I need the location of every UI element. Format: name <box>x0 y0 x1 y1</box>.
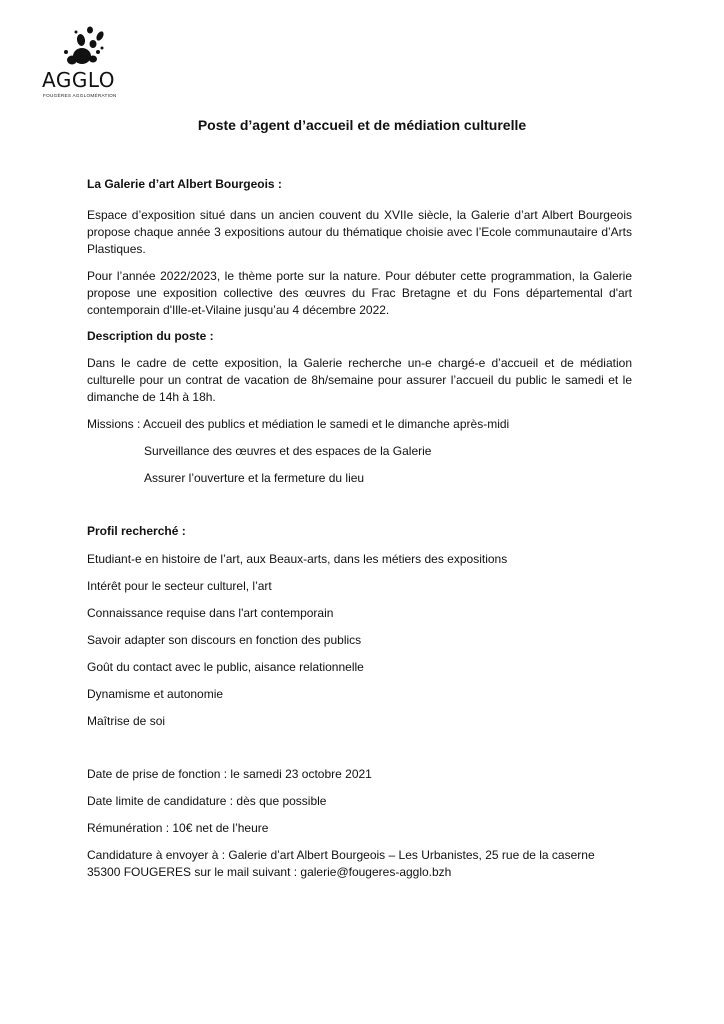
start-date: Date de prise de fonction : le samedi 23 octobre 2021 <box>87 767 372 781</box>
application-email: 35300 FOUGERES sur le mail suivant : galerie@fougeres-agglo.bzh <box>87 865 452 879</box>
profile-item: Intérêt pour le secteur culturel, l’art <box>87 579 272 593</box>
page-title: Poste d’agent d’accueil et de médiation culturelle <box>197 117 527 133</box>
agglo-logo <box>42 22 132 102</box>
description-heading: Description du poste : <box>87 329 214 343</box>
profile-item: Dynamisme et autonomie <box>87 687 224 701</box>
mission-item: Missions : Accueil des publics et médiation le samedi et le dimanche après-midi <box>87 417 510 431</box>
profile-item: Etudiant-e en histoire de l’art, aux Beaux-arts, dans les métiers des expositions <box>87 552 508 566</box>
application-address: Candidature à envoyer à : Galerie d’art Albert Bourgeois – Les Urbanistes, 25 rue de la caserne <box>87 848 595 862</box>
splash-logo-icon <box>60 22 106 70</box>
gallery-paragraph-2: Pour l’année 2022/2023, le thème porte sur la nature. Pour débuter cette programmation, la Galerie propose une exposition collective des œuvres du Frac Bretagne et du Fons départemental d'art contemporain d'Ille-et-Vilaine jusqu’au 4 décembre 2022. <box>87 269 632 317</box>
description-paragraph: Dans le cadre de cette exposition, la Galerie recherche un-e chargé-e d’accueil et de médiation culturelle pour un contrat de vacation de 8h/semaine pour assurer l’accueil du public le samedi et le dimanche de 14h à 18h. <box>87 356 632 404</box>
mission-item: Assurer l’ouverture et la fermeture du lieu <box>144 471 365 485</box>
profile-item: Connaissance requise dans l'art contemporain <box>87 606 334 620</box>
gallery-paragraph-1: Espace d’exposition situé dans un ancien couvent du XVIIe siècle, la Galerie d’art Albert Bourgeois propose chaque année 3 expositions autour du thématique choisie avec l’Ecole communautaire d’Arts Plastiques. <box>87 208 632 256</box>
profile-item: Savoir adapter son discours en fonction des publics <box>87 633 362 647</box>
logo-subtitle: FOUGÈRES AGGLOMÉRATION <box>43 93 117 98</box>
document-body <box>87 176 632 881</box>
mission-item: Surveillance des œuvres et des espaces de la Galerie <box>144 444 432 458</box>
profile-heading: Profil recherché : <box>87 524 186 538</box>
profile-item: Maîtrise de soi <box>87 714 166 728</box>
profile-item: Goût du contact avec le public, aisance relationnelle <box>87 660 364 674</box>
salary: Rémunération : 10€ net de l’heure <box>87 821 269 835</box>
gallery-heading: La Galerie d’art Albert Bourgeois : <box>87 177 282 191</box>
logo-wordmark: AGGLO <box>42 68 115 92</box>
application-deadline: Date limite de candidature : dès que possible <box>87 794 327 808</box>
